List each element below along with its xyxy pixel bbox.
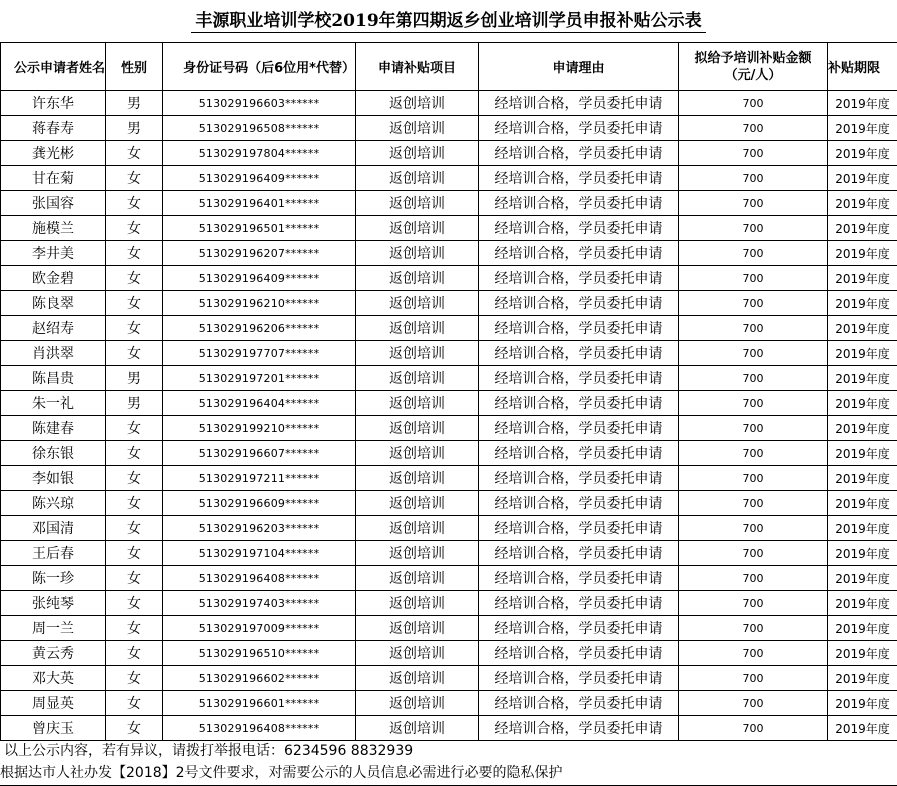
cell-reason: 经培训合格，学员委托申请	[479, 366, 679, 391]
header-period: 补贴期限	[828, 43, 897, 91]
cell-amount: 700	[679, 441, 828, 466]
table-row	[1, 291, 897, 316]
cell-amount: 700	[679, 366, 828, 391]
cell-id: 513029197104******	[163, 541, 356, 566]
table-row	[1, 541, 897, 566]
cell-id: 513029196401******	[163, 191, 356, 216]
cell-period: 2019年度	[828, 166, 897, 191]
cell-gender: 女	[106, 191, 163, 216]
cell-gender: 男	[106, 116, 163, 141]
cell-name: 蒋春寿	[1, 116, 106, 141]
cell-gender: 女	[106, 541, 163, 566]
cell-item: 返创培训	[356, 491, 479, 516]
table-row	[1, 516, 897, 541]
cell-amount: 700	[679, 516, 828, 541]
cell-name: 赵绍寿	[1, 316, 106, 341]
cell-amount: 700	[679, 641, 828, 666]
cell-id: 513029196609******	[163, 491, 356, 516]
cell-id: 513029199210******	[163, 416, 356, 441]
subsidy-table	[0, 42, 897, 741]
cell-gender: 男	[106, 91, 163, 116]
table-row	[1, 391, 897, 416]
table-row	[1, 366, 897, 391]
cell-period: 2019年度	[828, 241, 897, 266]
table-row	[1, 491, 897, 516]
table-row	[1, 191, 897, 216]
cell-gender: 男	[106, 366, 163, 391]
cell-gender: 女	[106, 166, 163, 191]
cell-name: 李如银	[1, 466, 106, 491]
cell-amount: 700	[679, 691, 828, 716]
cell-gender: 女	[106, 491, 163, 516]
cell-item: 返创培训	[356, 266, 479, 291]
cell-period: 2019年度	[828, 566, 897, 591]
cell-name: 曾庆玉	[1, 716, 106, 741]
cell-amount: 700	[679, 191, 828, 216]
cell-id: 513029196409******	[163, 266, 356, 291]
cell-name: 李井美	[1, 241, 106, 266]
cell-item: 返创培训	[356, 216, 479, 241]
cell-period: 2019年度	[828, 591, 897, 616]
cell-name: 张国容	[1, 191, 106, 216]
sheet-title	[0, 0, 897, 42]
cell-period: 2019年度	[828, 116, 897, 141]
cell-item: 返创培训	[356, 241, 479, 266]
cell-amount: 700	[679, 166, 828, 191]
cell-amount: 700	[679, 491, 828, 516]
table-row	[1, 441, 897, 466]
cell-name: 陈一珍	[1, 566, 106, 591]
cell-period: 2019年度	[828, 641, 897, 666]
footer-notice: 以上公示内容，若有异议，请拨打举报电话：6234596 8832939	[0, 739, 897, 763]
cell-item: 返创培训	[356, 191, 479, 216]
cell-id: 513029196210******	[163, 291, 356, 316]
cell-period: 2019年度	[828, 216, 897, 241]
cell-period: 2019年度	[828, 716, 897, 741]
table-row	[1, 466, 897, 491]
cell-reason: 经培训合格，学员委托申请	[479, 116, 679, 141]
cell-amount: 700	[679, 416, 828, 441]
cell-period: 2019年度	[828, 616, 897, 641]
cell-amount: 700	[679, 391, 828, 416]
cell-reason: 经培训合格，学员委托申请	[479, 316, 679, 341]
cell-id: 513029196510******	[163, 641, 356, 666]
table-row	[1, 591, 897, 616]
cell-item: 返创培训	[356, 641, 479, 666]
cell-period: 2019年度	[828, 341, 897, 366]
header-item: 申请补贴项目	[356, 43, 479, 91]
cell-gender: 女	[106, 566, 163, 591]
cell-gender: 女	[106, 291, 163, 316]
cell-reason: 经培训合格，学员委托申请	[479, 491, 679, 516]
cell-reason: 经培训合格，学员委托申请	[479, 541, 679, 566]
cell-gender: 女	[106, 716, 163, 741]
cell-item: 返创培训	[356, 116, 479, 141]
cell-amount: 700	[679, 716, 828, 741]
cell-item: 返创培训	[356, 591, 479, 616]
cell-name: 黄云秀	[1, 641, 106, 666]
cell-item: 返创培训	[356, 416, 479, 441]
cell-name: 肖洪翠	[1, 341, 106, 366]
cell-amount: 700	[679, 241, 828, 266]
cell-reason: 经培训合格，学员委托申请	[479, 441, 679, 466]
cell-period: 2019年度	[828, 441, 897, 466]
cell-reason: 经培训合格，学员委托申请	[479, 166, 679, 191]
cell-reason: 经培训合格，学员委托申请	[479, 391, 679, 416]
cell-gender: 女	[106, 616, 163, 641]
cell-name: 张纯琴	[1, 591, 106, 616]
sheet-title-text: 丰源职业培训学校2019年第四期返乡创业培训学员申报补贴公示表	[191, 10, 705, 33]
cell-period: 2019年度	[828, 366, 897, 391]
cell-item: 返创培训	[356, 91, 479, 116]
cell-period: 2019年度	[828, 191, 897, 216]
cell-id: 513029196408******	[163, 566, 356, 591]
cell-gender: 女	[106, 516, 163, 541]
cell-id: 513029196409******	[163, 166, 356, 191]
cell-reason: 经培训合格，学员委托申请	[479, 416, 679, 441]
cell-item: 返创培训	[356, 466, 479, 491]
cell-item: 返创培训	[356, 566, 479, 591]
header-gender: 性别	[106, 43, 163, 91]
cell-id: 513029196602******	[163, 666, 356, 691]
cell-id: 513029196404******	[163, 391, 356, 416]
cell-name: 施模兰	[1, 216, 106, 241]
cell-reason: 经培训合格，学员委托申请	[479, 291, 679, 316]
cell-id: 513029197009******	[163, 616, 356, 641]
header-amount-line1: 拟给予培训补贴金额	[679, 50, 827, 67]
cell-id: 513029197201******	[163, 366, 356, 391]
cell-reason: 经培训合格，学员委托申请	[479, 91, 679, 116]
cell-period: 2019年度	[828, 91, 897, 116]
cell-name: 邓大英	[1, 666, 106, 691]
cell-id: 513029196601******	[163, 691, 356, 716]
cell-period: 2019年度	[828, 691, 897, 716]
cell-reason: 经培训合格，学员委托申请	[479, 566, 679, 591]
table-row	[1, 416, 897, 441]
cell-item: 返创培训	[356, 691, 479, 716]
cell-reason: 经培训合格，学员委托申请	[479, 666, 679, 691]
cell-amount: 700	[679, 591, 828, 616]
cell-gender: 女	[106, 341, 163, 366]
cell-name: 许东华	[1, 91, 106, 116]
cell-period: 2019年度	[828, 316, 897, 341]
cell-reason: 经培训合格，学员委托申请	[479, 191, 679, 216]
cell-amount: 700	[679, 216, 828, 241]
cell-reason: 经培训合格，学员委托申请	[479, 716, 679, 741]
cell-amount: 700	[679, 91, 828, 116]
cell-name: 朱一礼	[1, 391, 106, 416]
cell-amount: 700	[679, 141, 828, 166]
cell-item: 返创培训	[356, 316, 479, 341]
cell-amount: 700	[679, 341, 828, 366]
cell-gender: 女	[106, 141, 163, 166]
cell-gender: 女	[106, 216, 163, 241]
cell-id: 513029196508******	[163, 116, 356, 141]
cell-gender: 女	[106, 241, 163, 266]
table-row	[1, 266, 897, 291]
cell-period: 2019年度	[828, 391, 897, 416]
table-row	[1, 691, 897, 716]
cell-gender: 女	[106, 466, 163, 491]
cell-name: 甘在菊	[1, 166, 106, 191]
cell-name: 陈建春	[1, 416, 106, 441]
cell-gender: 女	[106, 416, 163, 441]
header-amount-line2: （元/人）	[679, 67, 827, 84]
cell-reason: 经培训合格，学员委托申请	[479, 341, 679, 366]
cell-name: 陈良翠	[1, 291, 106, 316]
cell-amount: 700	[679, 666, 828, 691]
cell-id: 513029197211******	[163, 466, 356, 491]
cell-amount: 700	[679, 266, 828, 291]
cell-name: 周一兰	[1, 616, 106, 641]
table-row	[1, 241, 897, 266]
cell-gender: 女	[106, 666, 163, 691]
cell-amount: 700	[679, 616, 828, 641]
cell-period: 2019年度	[828, 266, 897, 291]
cell-item: 返创培训	[356, 366, 479, 391]
cell-name: 龚光彬	[1, 141, 106, 166]
cell-period: 2019年度	[828, 491, 897, 516]
cell-name: 陈昌贵	[1, 366, 106, 391]
cell-name: 陈兴琼	[1, 491, 106, 516]
header-amount	[679, 43, 828, 91]
table-row	[1, 341, 897, 366]
footer-privacy: 根据达市人社办发【2018】2号文件要求，对需要公示的人员信息必需进行必要的隐私保护	[0, 761, 897, 786]
cell-reason: 经培训合格，学员委托申请	[479, 216, 679, 241]
table-row	[1, 716, 897, 741]
cell-id: 513029196603******	[163, 91, 356, 116]
cell-item: 返创培训	[356, 541, 479, 566]
table-row	[1, 316, 897, 341]
table-row	[1, 641, 897, 666]
cell-reason: 经培训合格，学员委托申请	[479, 466, 679, 491]
cell-item: 返创培训	[356, 716, 479, 741]
cell-reason: 经培训合格，学员委托申请	[479, 591, 679, 616]
header-id: 身份证号码（后6位用*代替）	[163, 43, 356, 91]
cell-name: 欧金碧	[1, 266, 106, 291]
cell-id: 513029196203******	[163, 516, 356, 541]
header-name: 公示申请者姓名	[1, 43, 106, 91]
cell-reason: 经培训合格，学员委托申请	[479, 641, 679, 666]
cell-id: 513029196501******	[163, 216, 356, 241]
cell-gender: 女	[106, 266, 163, 291]
cell-reason: 经培训合格，学员委托申请	[479, 141, 679, 166]
header-row	[1, 43, 897, 91]
cell-id: 513029197804******	[163, 141, 356, 166]
cell-id: 513029196207******	[163, 241, 356, 266]
table-row	[1, 666, 897, 691]
cell-period: 2019年度	[828, 466, 897, 491]
cell-amount: 700	[679, 116, 828, 141]
cell-id: 513029196206******	[163, 316, 356, 341]
cell-reason: 经培训合格，学员委托申请	[479, 266, 679, 291]
cell-gender: 女	[106, 591, 163, 616]
cell-name: 周显英	[1, 691, 106, 716]
cell-reason: 经培训合格，学员委托申请	[479, 241, 679, 266]
cell-item: 返创培训	[356, 166, 479, 191]
cell-reason: 经培训合格，学员委托申请	[479, 516, 679, 541]
cell-item: 返创培训	[356, 291, 479, 316]
cell-id: 513029197403******	[163, 591, 356, 616]
table-row	[1, 216, 897, 241]
cell-item: 返创培训	[356, 516, 479, 541]
cell-item: 返创培训	[356, 441, 479, 466]
cell-period: 2019年度	[828, 541, 897, 566]
cell-gender: 女	[106, 691, 163, 716]
cell-item: 返创培训	[356, 341, 479, 366]
cell-amount: 700	[679, 316, 828, 341]
cell-name: 邓国清	[1, 516, 106, 541]
cell-id: 513029196607******	[163, 441, 356, 466]
cell-item: 返创培训	[356, 616, 479, 641]
cell-period: 2019年度	[828, 416, 897, 441]
table-row	[1, 116, 897, 141]
cell-gender: 女	[106, 641, 163, 666]
cell-item: 返创培训	[356, 141, 479, 166]
cell-id: 513029197707******	[163, 341, 356, 366]
cell-amount: 700	[679, 541, 828, 566]
cell-reason: 经培训合格，学员委托申请	[479, 616, 679, 641]
cell-period: 2019年度	[828, 291, 897, 316]
table-row	[1, 91, 897, 116]
cell-reason: 经培训合格，学员委托申请	[479, 691, 679, 716]
cell-item: 返创培训	[356, 391, 479, 416]
cell-name: 徐东银	[1, 441, 106, 466]
cell-period: 2019年度	[828, 516, 897, 541]
cell-amount: 700	[679, 566, 828, 591]
table-row	[1, 566, 897, 591]
cell-gender: 女	[106, 441, 163, 466]
cell-id: 513029196408******	[163, 716, 356, 741]
cell-amount: 700	[679, 291, 828, 316]
table-row	[1, 141, 897, 166]
table-row	[1, 616, 897, 641]
cell-gender: 男	[106, 391, 163, 416]
cell-gender: 女	[106, 316, 163, 341]
cell-amount: 700	[679, 466, 828, 491]
cell-name: 王后春	[1, 541, 106, 566]
cell-period: 2019年度	[828, 141, 897, 166]
cell-item: 返创培训	[356, 666, 479, 691]
cell-period: 2019年度	[828, 666, 897, 691]
header-reason: 申请理由	[479, 43, 679, 91]
table-row	[1, 166, 897, 191]
